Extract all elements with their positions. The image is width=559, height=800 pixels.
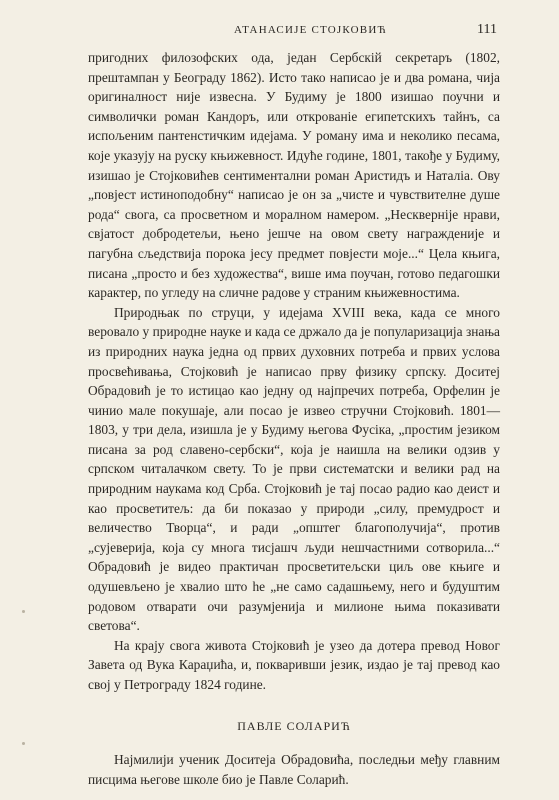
page-number: 111 xyxy=(477,22,497,37)
margin-speck xyxy=(22,742,25,745)
section-heading: ПАВЛЕ СОЛАРИЋ xyxy=(237,718,351,733)
running-head: АТАНАСИЈЕ СТОЈКОВИЋ xyxy=(234,24,387,36)
paragraph-2: Природњак по струци, у идејама XVIII века, када се много веровало у природне науке и када се држало да је популаризација знања из природних наука једна од првих духовних потреба и првих услова просвећивања, Стојковић је написао прву физику српску. Доситеј Обрадовић је то истицао као једну од најпречих потреба, Орфелин је чинио мале покушаје, али посао је извео стручни Стојковић. 1801—1803, у три дела, изишла је у Будиму његова Фусіка, „простим језиком писана за род славено-сербски“, која је наишла на велики одзив у српском читалачком свету. То је први систематски и велики рад на природним наукама код Срба. Стојковић је тај посао радио као деист и као просветитељ: да би показао у природи „силу, премудрост и величество Творца“, и ради „општег благополучија“, против „сујеверија, која су многа тисјашч људи нешчастними сотворила...“ Обрадовић је видео практичан просветитељски циљ ове књиге и одушевљено је хвалио што he „не само садашњему, него и будуштим родовом отварати очи разумјенија и милионе њима показивати светова“. xyxy=(88,304,500,634)
paragraph-3: На крају свога живота Стојковић је узео да дотера превод Новог Завета од Вука Караџића, и, покваривши језик, издао је тај превод као свој у Петрограду 1824 године. xyxy=(88,637,500,692)
paragraph-4: Најмилији ученик Доситеја Обрадовића, последњи међу главним писцима његове школе био је Павле Соларић. xyxy=(88,752,500,787)
margin-speck xyxy=(22,610,25,613)
page-body xyxy=(88,48,500,789)
paragraph-1: пригодних филозофских ода, један Сербскій секретаръ (1802, прештампан у Београду 1862). Исто тако написао је и два романа, чија оригиналност није извесна. У Будиму је 1800 изишао поучни и символички роман Кандоръ, или открованіе египетскихъ тайнъ, са испољеним пантенстичким идејама. У роману има и неколико песама, које указују на руску књижевност. Идуће године, 1801, такође у Будиму, изишао је Стојковићев сентиментални роман Аристидъ и Наталіа. Ову „повјест истиноподобну“ написао је он за „чисте и чувствителне душе рода“ свога, са просветном и моралном намером. „Несквернije нрави, свјатост добродетељи, њено јешче на овом свету награжденије и пагубна сљедствија порока јесу предмет повјести моје...“ Цела књига, писана „просто и без художества“, више има поучан, готово педагошки карактер, по угледу на сличне радове у страним књижевностима. xyxy=(88,50,500,301)
page-header xyxy=(88,22,497,40)
